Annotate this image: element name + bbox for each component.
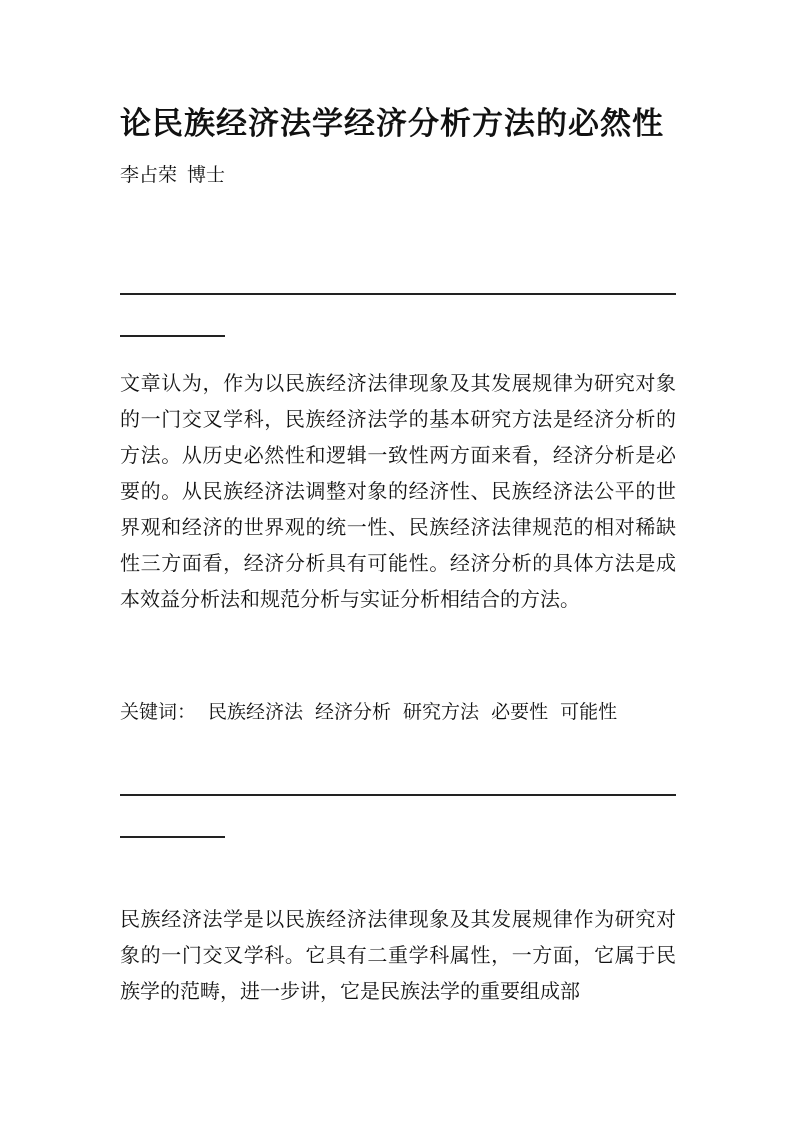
separator-bottom-line2	[120, 836, 225, 838]
separator-top-line1	[120, 293, 676, 295]
keyword: 经济分析	[315, 701, 392, 723]
keyword: 研究方法	[403, 701, 480, 723]
keywords-label: 关键词：	[120, 701, 197, 723]
abstract-paragraph: 文章认为，作为以民族经济法律现象及其发展规律为研究对象的一门交叉学科，民族经济法学的基本研究方法是经济分析的方法。从历史必然性和逻辑一致性两方面来看，经济分析是必要的。从民族经济法调整对象的经济性、民族经济法公平的世界观和经济的世界观的统一性、民族经济法律规范的相对稀缺性三方面看，经济分析具有可能性。经济分析的具体方法是成本效益分析法和规范分析与实证分析相结合的方法。	[120, 371, 676, 611]
separator-top-line2	[120, 335, 225, 337]
keyword: 民族经济法	[208, 701, 304, 723]
document-title: 论民族经济法学经济分析方法的必然性	[120, 106, 664, 142]
keyword: 可能性	[560, 701, 618, 723]
body-paragraph: 民族经济法学是以民族经济法律现象及其发展规律作为研究对象的一门交叉学科。它具有二重学科属性，一方面，它属于民族学的范畴，进一步讲，它是民族法学的重要组成部	[120, 907, 676, 1003]
author-line	[120, 160, 225, 187]
keywords-line	[120, 697, 617, 724]
author-degree: 博士	[187, 164, 226, 186]
author-name: 李占荣	[120, 164, 178, 186]
separator-bottom-line1	[120, 794, 676, 796]
keyword: 必要性	[491, 701, 549, 723]
